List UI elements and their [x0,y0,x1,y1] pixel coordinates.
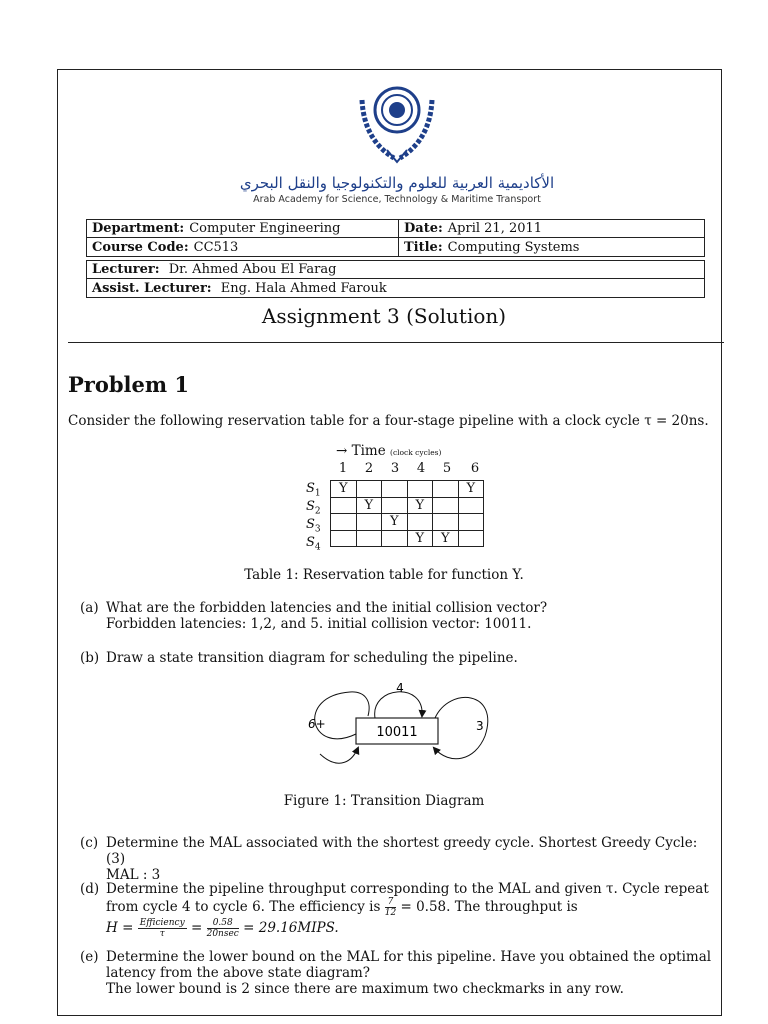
column-number: 6 [470,461,480,476]
column-number: 1 [338,461,348,476]
emblem-icon [362,88,432,162]
table-row [331,481,484,498]
table-row [331,530,484,547]
header-row-4: Assist. Lecturer: Eng. Hala Ahmed Farouk [86,279,705,298]
table-cell [331,497,357,514]
column-number: 3 [390,461,400,476]
table-caption: Table 1: Reservation table for function Y. [244,567,524,583]
table-cell [382,481,408,498]
table-cell [458,530,484,547]
fraction: $\frac{0.58}{20nsec}$ [206,918,239,939]
table-cell [356,481,382,498]
stage-label: $S_1$ [306,481,321,499]
column-number: 2 [364,461,374,476]
fraction: $\frac{\text{Efficiency}}{\tau}$ [139,918,185,939]
column-number: 5 [442,461,452,476]
header-row-1: Department: Computer Engineering Date: April 21, 2011 [86,219,705,238]
arabic-name: الأكاديمية العربية للعلوم والتكنولوجيا والنقل البحري [239,174,555,192]
table-cell [407,481,433,498]
question-b: (b) Draw a state transition diagram for scheduling the pipeline. [80,650,720,666]
table-cell [331,530,357,547]
academy-name: Arab Academy for Science, Technology & Maritime Transport [253,194,541,205]
time-axis-label: → Time (clock cycles) [336,443,442,459]
table-cell: Y [382,514,408,531]
table-cell [356,514,382,531]
question-a: (a) What are the forbidden latencies and the initial collision vector? Forbidden latencies: 1,2, and 5. initial collision vector: 10011. [80,600,720,616]
latency-label: 4 [396,681,404,695]
course-code: CC513 [193,239,239,255]
state-label: 10011 [376,725,418,740]
header-row-3: Lecturer: Dr. Ahmed Abou El Farag [86,260,705,279]
table-cell: Y [407,530,433,547]
table-cell [407,514,433,531]
department: Computer Engineering [189,221,341,236]
loop-arrow-4 [375,692,422,718]
latency-label: 6+ [308,717,326,731]
course-title: Computing Systems [447,239,580,255]
stage-label: $S_3$ [306,517,321,535]
table-row [331,497,484,514]
question-text: What are the forbidden latencies and the initial collision vector? [106,600,548,616]
date: April 21, 2011 [447,221,543,236]
reservation-table [330,480,484,547]
table-cell: Y [458,481,484,498]
assistant-lecturer: Eng. Hala Ahmed Farouk [220,280,387,296]
header-row-2: Course Code: CC513 Title: Computing Systems [86,238,705,257]
question-e: (e) Determine the lower bound on the MAL for this pipeline. Have you obtained the optimal latency from the above state diagram? The lower bound is 2 since there are maximum two checkmarks in any row. [80,949,712,997]
question-text: Draw a state transition diagram for scheduling the pipeline. [106,650,518,666]
table-cell: Y [407,497,433,514]
table-cell: Y [331,481,357,498]
lecturer: Dr. Ahmed Abou El Farag [168,262,337,277]
table-cell [331,514,357,531]
table-cell [458,514,484,531]
problem-intro: Consider the following reservation table for a four-stage pipeline with a clock cycle τ = 20ns. [68,413,709,429]
question-d: (d) Determine the pipeline throughput corresponding to the MAL and given τ. Cycle repeat from cycle 4 to cycle 6. The efficiency is $\frac{7}{12}$ = 0.58. The throughput is H = $\frac{\text{Efficiency}}{\tau}$ = $\frac{0.58}{20nsec}$ = 29.16MIPS. [80,881,709,939]
table-cell: Y [356,497,382,514]
divider [68,342,724,343]
stage-label: $S_4$ [306,535,321,553]
loop-arrow-6-tail [320,748,358,763]
table-cell [382,497,408,514]
table-cell [433,514,459,531]
table-cell [433,497,459,514]
latency-label: 3 [476,719,484,733]
problem-title: Problem 1 [68,372,190,397]
table-cell: Y [433,530,459,547]
assignment-title: Assignment 3 (Solution) [261,304,507,328]
question-c: (c) Determine the MAL associated with the shortest greedy cycle. Shortest Greedy Cycle: (3) MAL : 3 [80,835,698,883]
fraction: $\frac{7}{12}$ [384,897,397,918]
table-cell [433,481,459,498]
answer-text: Forbidden latencies: 1,2, and 5. initial collision vector: 10011. [106,616,532,632]
table-row [331,514,484,531]
academy-logo [222,80,572,210]
stage-label: $S_2$ [306,499,321,517]
table-cell [382,530,408,547]
figure-caption: Figure 1: Transition Diagram [283,793,485,809]
table-cell [458,497,484,514]
transition-diagram [300,676,500,770]
table-cell [356,530,382,547]
column-number: 4 [416,461,426,476]
